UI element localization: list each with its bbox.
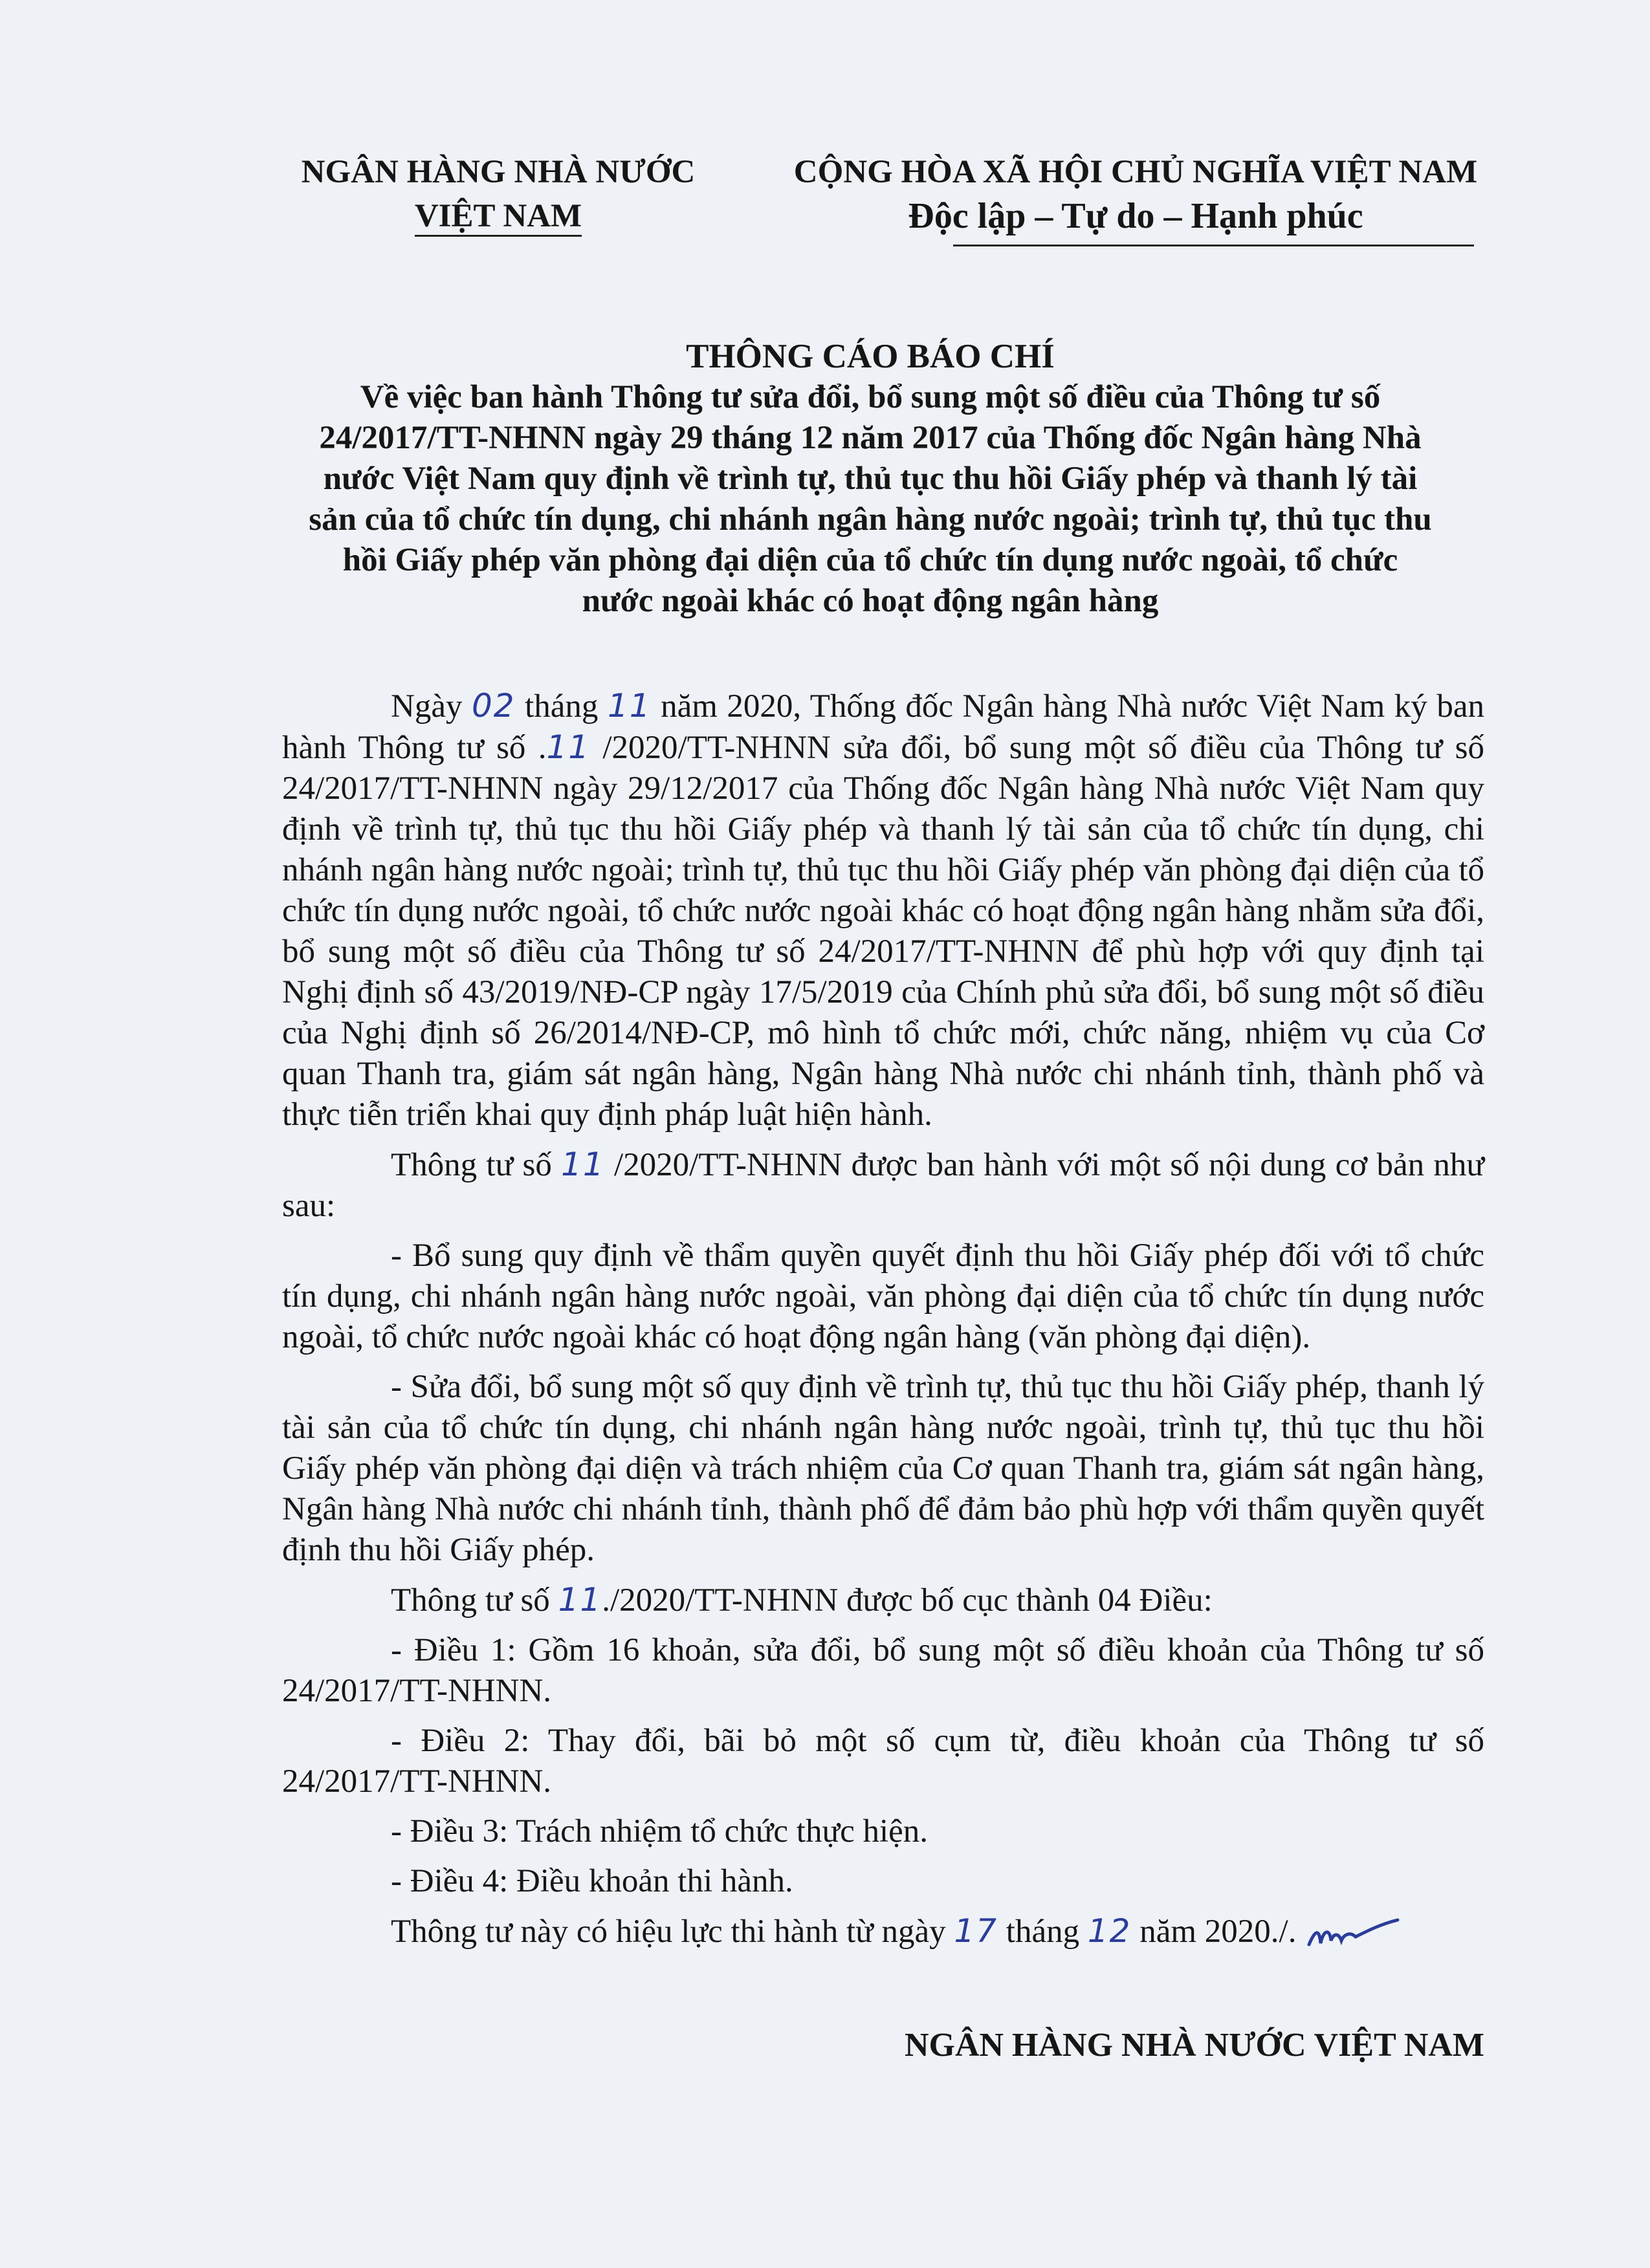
agency-line-1: NGÂN HÀNG NHÀ NƯỚC bbox=[301, 154, 696, 190]
title-line: sản của tổ chức tín dụng, chi nhánh ngân hàng nước ngoài; trình tự, thủ tục thu bbox=[309, 501, 1432, 538]
handwritten-month: 11 bbox=[607, 687, 652, 725]
text: Thông tư số bbox=[391, 1147, 562, 1183]
handwritten-month: 12 bbox=[1087, 1912, 1132, 1950]
handwritten-number: 11 bbox=[546, 728, 591, 766]
national-header bbox=[764, 150, 1508, 238]
article-3: - Điều 3: Trách nhiệm tổ chức thực hiện. bbox=[391, 1813, 929, 1849]
paragraph-structure bbox=[282, 1580, 1484, 1621]
initials-mark-icon bbox=[1304, 1915, 1401, 1954]
text: Thông tư số bbox=[391, 1582, 558, 1619]
signing-organization: NGÂN HÀNG NHÀ NƯỚC VIỆT NAM bbox=[904, 2027, 1484, 2064]
title-line: nước Việt Nam quy định về trình tự, thủ tục thu hồi Giấy phép và thanh lý tài bbox=[323, 461, 1418, 497]
paragraph-bullet-1: - Bổ sung quy định về thẩm quyền quyết định thu hồi Giấy phép đối với tổ chức tín dụng, chi nhánh ngân hàng nước ngoài, văn phòng đại diện của tổ chức tín dụng nước ngoài, tổ chức nước ngoài khác có hoạt động ngân hàng (văn phòng đại diện). bbox=[282, 1238, 1484, 1355]
handwritten-day: 17 bbox=[954, 1912, 998, 1950]
paragraph-content-intro bbox=[282, 1144, 1484, 1227]
handwritten-number: 11 bbox=[561, 1146, 605, 1183]
title-line: nước ngoài khác có hoạt động ngân hàng bbox=[582, 583, 1159, 619]
country-name: CỘNG HÒA XÃ HỘI CHỦ NGHĨA VIỆT NAM bbox=[793, 154, 1478, 190]
handwritten-day: 02 bbox=[471, 687, 516, 725]
motto-underline bbox=[953, 245, 1474, 246]
text: Ngày bbox=[391, 688, 472, 725]
article-2: - Điều 2: Thay đổi, bãi bỏ một số cụm từ, điều khoản của Thông tư số 24/2017/TT-NHNN. bbox=[282, 1723, 1484, 1800]
national-motto: Độc lập – Tự do – Hạnh phúc bbox=[908, 196, 1363, 236]
paragraph-effective-date bbox=[282, 1911, 1484, 1954]
issuing-agency bbox=[259, 150, 738, 238]
text: năm 2020, Thống đốc Ngân hàng Nhà nước Việt Nam ký ban hành Thông tư số . bbox=[282, 688, 1484, 766]
document-title bbox=[278, 336, 1462, 622]
agency-line-2: VIỆT NAM bbox=[415, 194, 582, 238]
paragraph-intro bbox=[282, 686, 1484, 1135]
article-1: - Điều 1: Gồm 16 khoản, sửa đổi, bổ sung một số điều khoản của Thông tư số 24/2017/TT-NHNN. bbox=[282, 1632, 1484, 1709]
text: /2020/TT-NHNN sửa đổi, bổ sung một số điều của Thông tư số 24/2017/TT-NHNN ngày 29/12/2017 của Thống đốc Ngân hàng Nhà nước Việt Nam quy định về trình tự, thủ tục thu hồi Giấy phép và thanh lý tài sản của tổ chức tín dụng, chi nhánh ngân hàng nước ngoài; trình tự, thủ tục thu hồi Giấy phép văn phòng đại diện của tổ chức tín dụng nước ngoài, tổ chức nước ngoài khác có hoạt động ngân hàng nhằm sửa đổi, bổ sung một số điều của Thông tư số 24/2017/TT-NHNN để phù hợp với quy định tại Nghị định số 43/2019/NĐ-CP ngày 17/5/2019 của Chính phủ sửa đổi, bổ sung một số điều của Nghị định số 26/2014/NĐ-CP, mô hình tổ chức mới, chức năng, nhiệm vụ của Cơ quan Thanh tra, giám sát ngân hàng, Ngân hàng Nhà nước chi nhánh tỉnh, thành phố và thực tiễn triển khai quy định pháp luật hiện hành. bbox=[282, 730, 1484, 1133]
document-body bbox=[282, 686, 1484, 1963]
handwritten-number: 11 bbox=[558, 1581, 602, 1619]
title-line: hồi Giấy phép văn phòng đại diện của tổ chức tín dụng nước ngoài, tổ chức bbox=[342, 542, 1398, 578]
title-main: THÔNG CÁO BÁO CHÍ bbox=[686, 338, 1055, 375]
text: năm 2020./. bbox=[1131, 1914, 1297, 1950]
text: tháng bbox=[998, 1914, 1088, 1950]
text: /2020/TT-NHNN được ban hành với một số nội dung cơ bản như sau: bbox=[282, 1147, 1484, 1224]
title-line: Về việc ban hành Thông tư sửa đổi, bổ sung một số điều của Thông tư số bbox=[360, 379, 1381, 415]
text: ./2020/TT-NHNN được bố cục thành 04 Điều: bbox=[602, 1582, 1213, 1619]
article-4: - Điều 4: Điều khoản thi hành. bbox=[391, 1863, 793, 1899]
paragraph-bullet-2: - Sửa đổi, bổ sung một số quy định về trình tự, thủ tục thu hồi Giấy phép, thanh lý tài sản của tổ chức tín dụng, chi nhánh ngân hàng nước ngoài, trình tự, thủ tục thu hồi Giấy phép văn phòng đại diện và trách nhiệm của Cơ quan Thanh tra, giám sát ngân hàng, Ngân hàng Nhà nước chi nhánh tỉnh, thành phố để đảm bảo phù hợp với thẩm quyền quyết định thu hồi Giấy phép. bbox=[282, 1369, 1484, 1568]
text: tháng bbox=[515, 688, 608, 725]
title-line: 24/2017/TT-NHNN ngày 29 tháng 12 năm 2017 của Thống đốc Ngân hàng Nhà bbox=[319, 420, 1422, 456]
text: Thông tư này có hiệu lực thi hành từ ngày bbox=[391, 1914, 954, 1950]
